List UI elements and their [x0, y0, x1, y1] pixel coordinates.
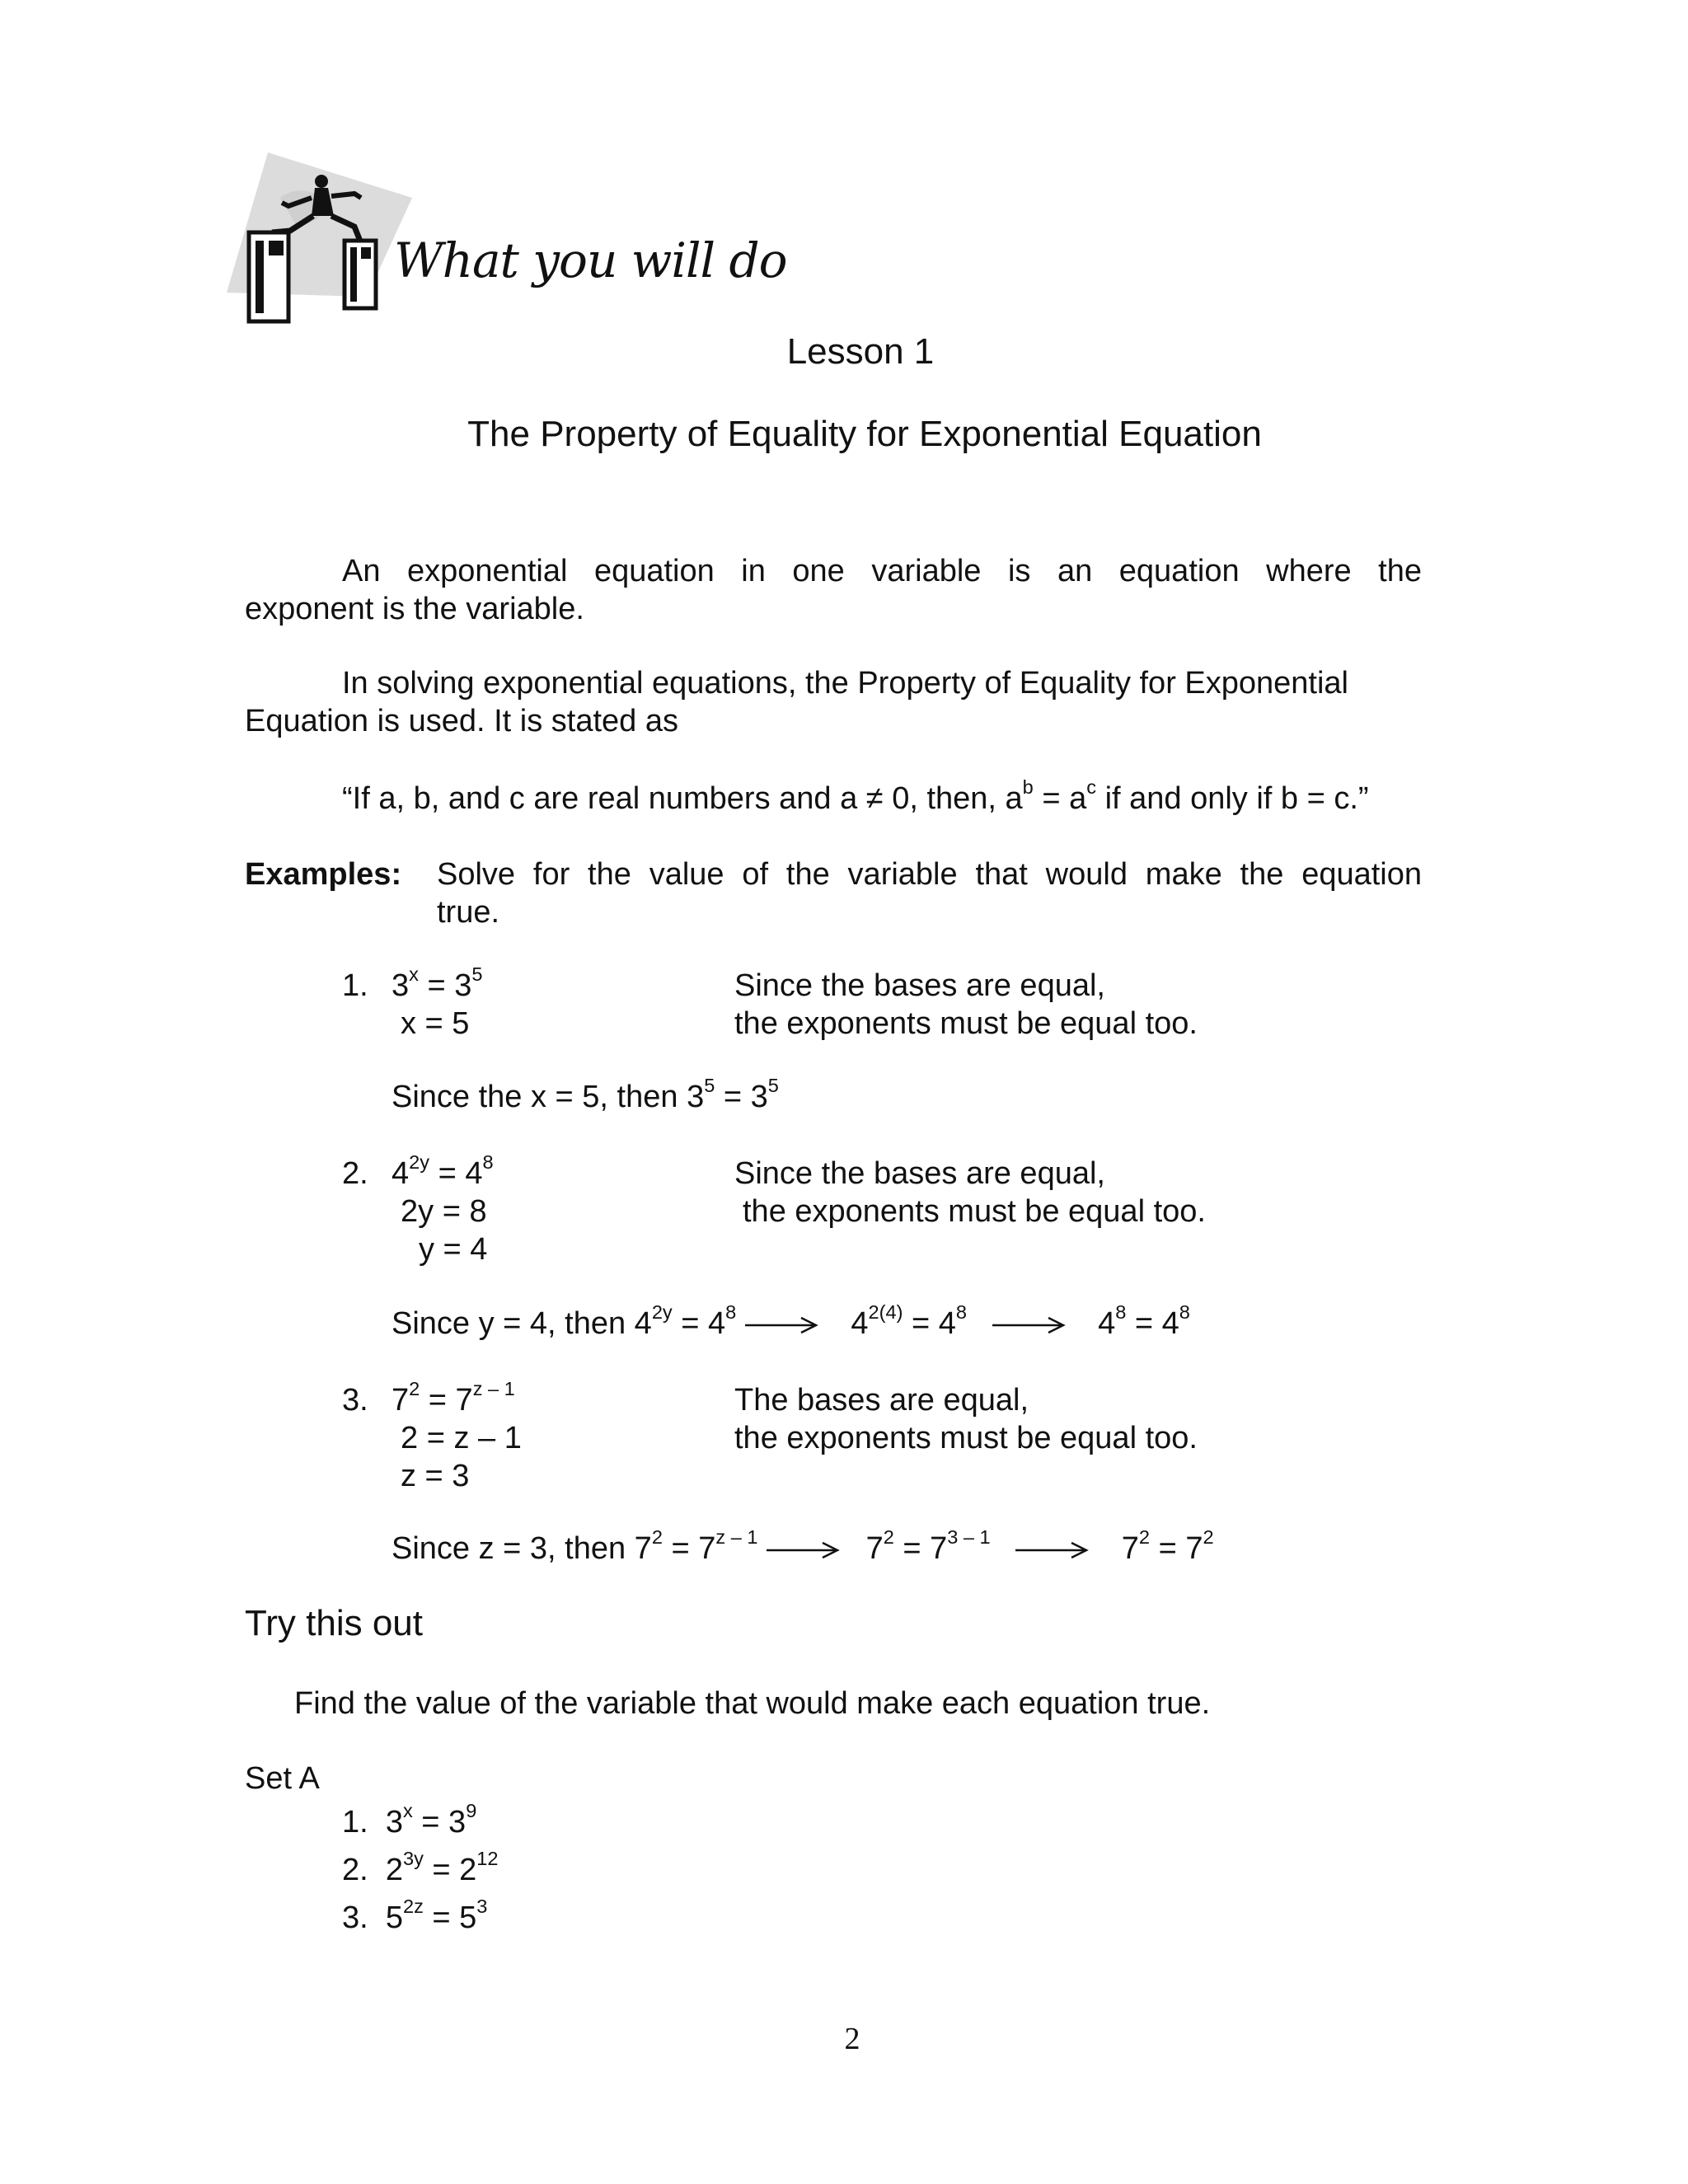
- try-this-instruction: Find the value of the variable that would make each equation true.: [294, 1686, 1211, 1721]
- examples-instruction-line-1: Solve for the value of the variable that would make the equation: [437, 857, 1422, 892]
- example-3-number: 3.: [342, 1383, 368, 1418]
- example-2-step-1: 2y = 8: [401, 1194, 487, 1229]
- example-1-note-2: the exponents must be equal too.: [734, 1006, 1198, 1041]
- examples-instruction-line-2: true.: [437, 895, 500, 930]
- examples-label: Examples:: [245, 857, 402, 892]
- exercise-item-1: 1. $3^x = 3^9$: [342, 1800, 477, 1840]
- intro-paragraph-2-line-2: Equation is used. It is stated as: [245, 704, 678, 738]
- right-arrow-icon: [767, 1540, 841, 1560]
- try-this-heading: Try this out: [245, 1603, 423, 1643]
- page-number: 2: [844, 2022, 860, 2056]
- intro-paragraph-1-line-2: exponent is the variable.: [245, 592, 584, 626]
- exercise-item-3: 3. $5^{2z} = 5^3$: [342, 1896, 488, 1935]
- section-title: What you will do: [394, 232, 787, 288]
- example-3-note-1: The bases are equal,: [734, 1383, 1029, 1418]
- jumping-man-books-icon: [223, 148, 420, 330]
- example-3-step-1: 2 = z – 1: [401, 1421, 522, 1455]
- exercise-item-2: 2. $2^{3y} = 2^{12}$: [342, 1848, 499, 1887]
- example-3-note-2: the exponents must be equal too.: [734, 1421, 1198, 1455]
- header-clipart: [223, 148, 420, 330]
- example-1-check: Since the x = 5, then $3^5 = 3^5$: [392, 1075, 779, 1114]
- example-2-equation: $4^{2y} = 4^8$: [392, 1151, 494, 1191]
- example-1-equation: $3^x = 3^5$: [392, 963, 483, 1003]
- example-2-check: Since y = 4, then $4^{2y} = 4^8$ $4^{2(4)} = 4^8$ $4^8 = 4^8$: [392, 1301, 1190, 1341]
- right-arrow-icon: [1015, 1540, 1090, 1560]
- intro-paragraph-1-line-1: An exponential equation in one variable is an equation where the: [342, 554, 1422, 588]
- right-arrow-icon: [992, 1315, 1067, 1335]
- example-2-note-1: Since the bases are equal,: [734, 1156, 1105, 1191]
- set-a-label: Set A: [245, 1761, 320, 1796]
- example-2-number: 2.: [342, 1156, 368, 1191]
- example-3-check: Since z = 3, then $7^2 = 7^{z - 1}$ $7^2 = 7^{3 - 1}$ $7^2 = 7^2$: [392, 1526, 1214, 1566]
- example-2-note-2: the exponents must be equal too.: [743, 1194, 1206, 1229]
- lesson-title: The Property of Equality for Exponential Equation: [467, 414, 1262, 454]
- example-1-note-1: Since the bases are equal,: [734, 968, 1105, 1003]
- right-arrow-icon: [745, 1315, 819, 1335]
- example-2-step-2: y = 4: [419, 1232, 488, 1267]
- example-3-equation: $7^2 = 7^{z - 1}$: [392, 1378, 515, 1418]
- lesson-label: Lesson 1: [786, 331, 935, 372]
- example-1-step-1: x = 5: [401, 1006, 470, 1041]
- example-3-step-2: z = 3: [401, 1459, 470, 1493]
- intro-paragraph-2-line-1: In solving exponential equations, the Property of Equality for Exponential: [342, 666, 1348, 701]
- property-statement: “If a, b, and c are real numbers and a ≠ 0, then, $a^b = a^c$ if and only if b = c.”: [342, 776, 1369, 816]
- example-1-number: 1.: [342, 968, 368, 1003]
